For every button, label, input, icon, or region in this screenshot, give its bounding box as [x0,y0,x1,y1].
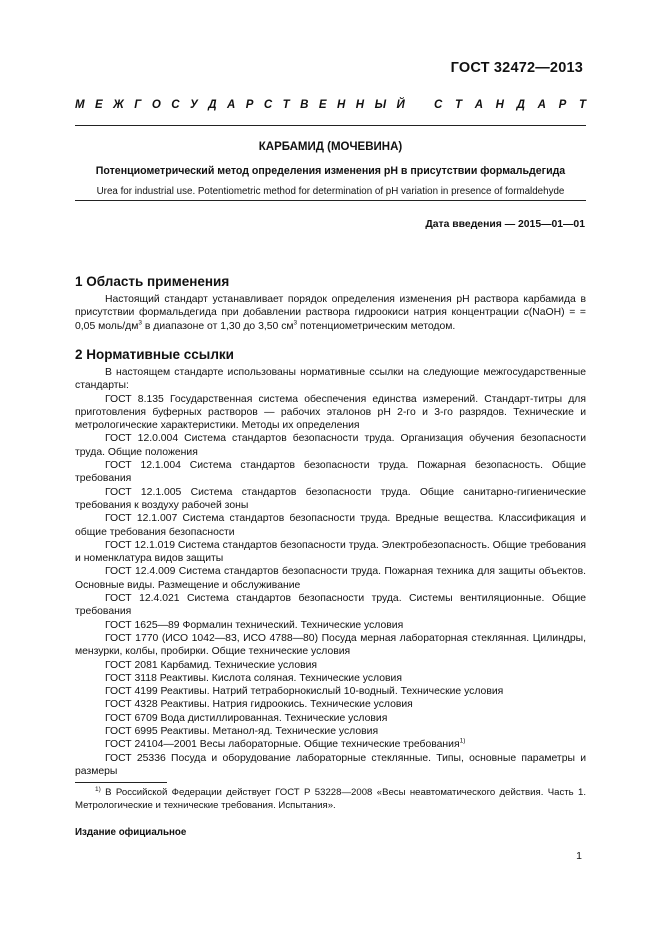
reference-text: ГОСТ 24104—2001 Весы лабораторные. Общие технические требования [105,739,460,751]
scope-sup-1: 3 [138,319,142,327]
reference-text: ГОСТ 6709 Вода дистиллированная. Технические условия [105,712,388,724]
standard-letter: С [434,99,443,111]
interstate-letter: Е [318,99,327,111]
reference-text: ГОСТ 8.135 Государственная система обеспечения единства измерений. Стандарт-титры для приготовления буферных растворов — рабочих эталонов рН 2-го и 3-го разрядов. Технические и метрологические характеристики. Методы их определения [75,393,586,432]
reference-text: ГОСТ 4328 Реактивы. Натрия гидроокись. Технические условия [105,699,413,711]
reference-item [75,698,586,711]
banner-word-interstate [75,99,405,111]
scope-text-part-b: (NaOH) = = 0,05 моль/дм [75,307,586,332]
reference-text: ГОСТ 1625—89 Формалин технический. Технические условия [105,619,404,631]
interstate-letter: Й [396,99,405,111]
reference-item [75,685,586,698]
scope-sup-2: 3 [293,319,298,327]
standard-letter: А [537,99,546,111]
interstate-letter: Г [134,99,142,111]
interstate-letter: Р [245,99,254,111]
section-scope-title: 1 Область применения [75,274,230,289]
interstate-letter: С [263,99,273,111]
reference-item [75,432,586,459]
document-title: КАРБАМИД (МОЧЕВИНА) [258,141,403,153]
document-subtitle: Потенциометрический метод определения изменения рН в присутствии формальдегида [95,165,566,177]
scope-text-part-e: потенциометрическим методом. [297,320,456,332]
interstate-letter: С [171,99,180,111]
reference-text: ГОСТ 12.1.005 Система стандартов безопасности труда. Общие санитарно-гигиенические требования к воздуху рабочей зоны [75,486,586,511]
reference-item [75,393,586,433]
interstate-letter: Д [208,99,217,111]
interstate-letter: Е [95,99,103,111]
reference-item [75,619,586,632]
header-rule [75,125,586,126]
reference-text: ГОСТ 12.1.019 Система стандартов безопасности труда. Электробезопасность. Общие требования и номенклатура видов защиты [75,539,586,565]
section-references [75,347,586,778]
reference-text: ГОСТ 4199 Реактивы. Натрий тетраборнокислый 10-водный. Технические условия [105,686,504,698]
reference-text: ГОСТ 6995 Реактивы. Метанол-яд. Технические условия [105,726,379,738]
reference-item [75,672,586,685]
standard-letter: Т [578,99,586,111]
references-intro [75,366,586,393]
section-scope [75,274,586,333]
section-references-title: 2 Нормативные ссылки [75,347,234,362]
interstate-letter: О [151,99,161,111]
reference-item [75,752,586,779]
banner-word-standard [434,99,586,111]
standard-letter: Р [558,99,567,111]
reference-item [75,632,586,659]
interstate-letter: Н [337,99,346,111]
interstate-letter: Ы [374,99,387,111]
footnote-rule [75,782,167,783]
references-intro-text: В настоящем стандарте использованы нормативные ссылки на следующие межгосударственные стандарты: [75,367,586,392]
reference-text: ГОСТ 1770 (ИСО 1042—83, ИСО 4788—80) Посуда мерная лабораторная стеклянная. Цилиндры, мензурки, колбы, пробирки. Общие технические условия [75,632,586,658]
standard-letter: Д [516,99,525,111]
references-list [75,393,586,779]
reference-item [75,712,586,725]
standard-letter: А [474,99,483,111]
reference-footnote-marker: 1) [459,737,466,745]
reference-item [75,512,586,539]
footnote [75,787,586,812]
reference-text: ГОСТ 12.4.021 Система стандартов безопасности труда. Системы вентиляционные. Общие требования [75,593,586,618]
interstate-letter: М [75,99,85,111]
english-title: Urea for industrial use. Potentiometric method for determination of pH variation in presence of formaldehyde [96,186,565,197]
reference-item [75,592,586,619]
page-number: 1 [576,850,582,862]
interstate-letter: Т [282,99,290,111]
title-rule [75,200,586,201]
section-scope-text [75,293,586,333]
standard-letter: Т [454,99,463,111]
reference-item [75,738,586,751]
reference-item [75,565,586,592]
interstate-letter: Ж [113,99,124,111]
interstate-letter: А [227,99,236,111]
interstate-letter: У [189,99,198,111]
interstate-letter: В [300,99,309,111]
reference-text: ГОСТ 3118 Реактивы. Кислота соляная. Технические условия [105,672,402,684]
reference-text: ГОСТ 12.4.009 Система стандартов безопасности труда. Пожарная техника для защиты объектов. Основные виды. Размещение и обслуживание [75,566,586,591]
gost-code: ГОСТ 32472—2013 [450,60,583,76]
interstate-standard-banner [75,99,586,111]
interstate-letter: Н [355,99,365,111]
scope-text-c: c [523,307,529,319]
reference-item [75,486,586,513]
reference-item [75,539,586,566]
reference-item [75,459,586,486]
introduction-date: Дата введения — 2015—01—01 [425,219,585,230]
reference-text: ГОСТ 2081 Карбамид. Технические условия [105,659,318,671]
scope-text-part-d: в диапазоне от 1,30 до 3,50 см [142,320,294,332]
official-edition-label: Издание официальное [75,827,187,838]
footnote-marker: 1) [95,785,101,793]
reference-item [75,659,586,672]
footnote-text: В Российской Федерации действует ГОСТ Р 53228—2008 «Весы неавтоматического действия. Часть 1. Метрологические и технические требования. Испытания». [75,787,586,811]
reference-text: ГОСТ 12.0.004 Система стандартов безопасности труда. Организация обучения безопасности труда. Общие положения [75,433,586,458]
standard-letter: Н [495,99,504,111]
reference-text: ГОСТ 25336 Посуда и оборудование лабораторные стеклянные. Типы, основные параметры и размеры [75,752,586,777]
scope-text-part-a: Настоящий стандарт устанавливает порядок определения изменения рН раствора карбамида в присутствии формальдегида при добавлении раствора гидроокиси натрия концентрации [75,294,586,319]
reference-text: ГОСТ 12.1.007 Система стандартов безопасности труда. Вредные вещества. Классификация и общие требования безопасности [75,513,586,538]
reference-item [75,725,586,738]
reference-text: ГОСТ 12.1.004 Система стандартов безопасности труда. Пожарная безопасность. Общие требования [75,460,586,485]
